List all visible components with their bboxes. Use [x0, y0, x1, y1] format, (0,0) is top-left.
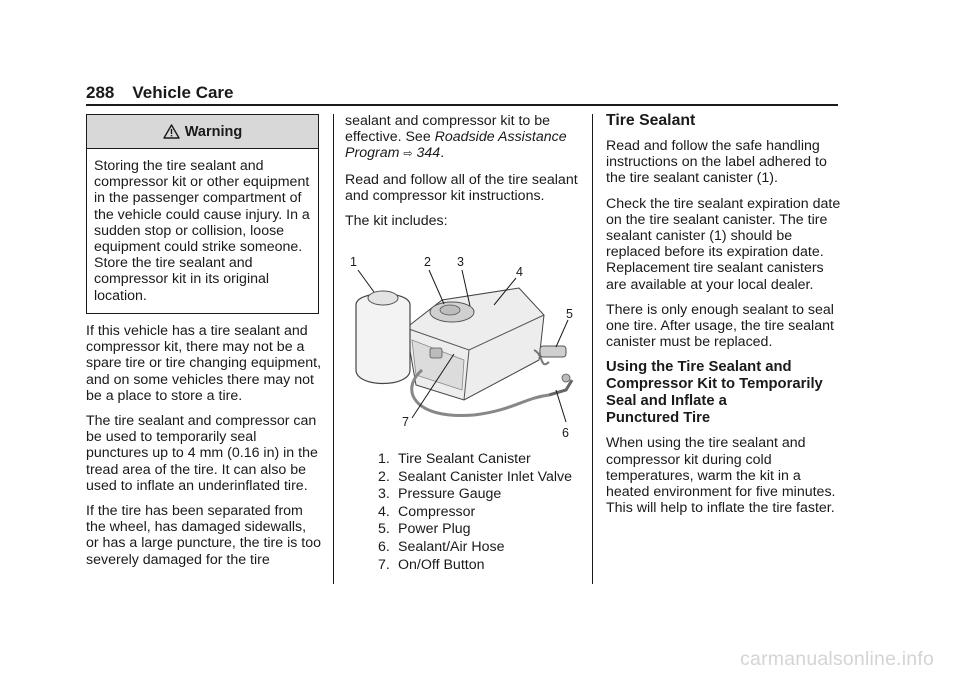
callout-7: 7: [402, 415, 409, 429]
list-item: [378, 504, 572, 520]
column-divider-2: [592, 114, 593, 584]
page-number: 288: [86, 83, 115, 102]
list-item-label: Sealant Canister Inlet Valve: [398, 468, 573, 485]
list-item-label: Pressure Gauge: [398, 486, 502, 503]
col1-paragraph-2: The tire sealant and compressor can be used to temporarily seal punctures up to 4 mm (0.16 in) in the tread area of the tire. It can also be used to inflate an underinflated tire.: [86, 413, 318, 494]
warning-header: [87, 115, 318, 149]
list-item: [378, 469, 572, 485]
col2-paragraph-3: The kit includes:: [345, 213, 448, 230]
list-item-number: 1.: [378, 451, 390, 467]
list-item-label: Tire Sealant Canister: [398, 451, 531, 467]
callout-2: 2: [424, 255, 431, 269]
parts-list: [378, 451, 572, 574]
col1-paragraph-1: If this vehicle has a tire sealant and compressor kit, there may not be a spare tire or tire changing equipment, and on some vehicles there may not be a place to store a tire.: [86, 323, 322, 404]
sealant-air-hose: [549, 380, 572, 395]
list-item: [378, 539, 572, 555]
list-item-label: Power Plug: [398, 521, 471, 538]
list-item: [378, 521, 572, 537]
heading-using-kit: [606, 359, 842, 427]
list-item-number: 3.: [378, 486, 390, 503]
compressor-body: [406, 288, 544, 400]
page-reference-number[interactable]: 344: [416, 145, 441, 162]
col3-paragraph-1: Read and follow the safe handling instructions on the label adhered to the tire sealant canister (1).: [606, 138, 827, 187]
col3-paragraph-4: When using the tire sealant and compressor kit during cold temperatures, warm the kit in a heated environment for five minutes. This will help to inflate the tire faster.: [606, 435, 836, 517]
col2-paragraph-1-text: sealant and compressor kit to be effective. See: [345, 113, 551, 146]
callout-5: 5: [566, 307, 573, 321]
list-item-number: 5.: [378, 521, 390, 538]
warning-title: Warning: [184, 123, 243, 140]
column-2-text: [345, 113, 581, 238]
list-item-number: 6.: [378, 538, 390, 555]
callout-1: 1: [350, 255, 357, 269]
column-3-text: [606, 112, 842, 525]
roadside-assistance-link[interactable]: Roadside Assistance Program: [345, 129, 567, 162]
callout-6: 6: [562, 426, 569, 440]
column-1-text: [86, 323, 322, 577]
warning-body: Storing the tire sealant and compressor kit or other equipment in the passenger compartment of the vehicle could cause injury. In a sudden stop or collision, loose equipment could strike someone. Store the tire sealant and compressor kit in its original location.: [94, 158, 310, 304]
heading-line: Punctured Tire: [606, 410, 711, 427]
callout-3: 3: [457, 255, 464, 269]
warning-box: [86, 114, 319, 314]
section-title: Vehicle Care: [132, 83, 234, 102]
col1-paragraph-3: If the tire has been separated from the wheel, has damaged sidewalls, or has a large puncture, the tire is too severely damaged for the tire: [86, 503, 322, 568]
list-item-number: 2.: [378, 468, 390, 485]
page-reference-icon: ⇨: [403, 148, 413, 161]
col2-paragraph-1: [345, 113, 581, 163]
heading-line: Seal and Inflate a: [606, 393, 727, 410]
heading-line: Using the Tire Sealant and: [606, 359, 792, 376]
list-item: [378, 451, 572, 467]
list-item-label: Compressor: [398, 503, 476, 520]
kit-illustration: [344, 250, 584, 445]
col2-paragraph-2: Read and follow all of the tire sealant and compressor kit instructions.: [345, 171, 578, 204]
col2-paragraph-1-end: .: [440, 145, 445, 162]
list-item-number: 4.: [378, 503, 390, 520]
heading-line: Compressor Kit to Temporarily: [606, 376, 823, 393]
heading-tire-sealant: Tire Sealant: [606, 112, 696, 129]
column-divider-1: [333, 114, 334, 584]
list-item-label: Sealant/Air Hose: [398, 538, 505, 555]
list-item-number: 7.: [378, 556, 390, 573]
sealant-canister: [356, 294, 410, 384]
col3-paragraph-2: Check the tire sealant expiration date on the tire sealant canister. The tire sealant canister (1) should be replaced before its expiration date. Replacement tire sealant canisters are available at your local dealer.: [606, 195, 841, 293]
on-off-button: [430, 348, 442, 358]
page-header: [86, 83, 234, 103]
watermark: carmanualsonline.info: [740, 648, 934, 670]
inlet-valve: [440, 305, 460, 315]
list-item: [378, 557, 572, 573]
header-rule: [86, 104, 838, 106]
power-plug: [540, 346, 566, 357]
callout-4: 4: [516, 265, 523, 279]
warning-icon: [163, 124, 180, 139]
col3-paragraph-3: There is only enough sealant to seal one tire. After usage, the tire sealant canister must be replaced.: [606, 301, 834, 351]
list-item-label: On/Off Button: [398, 556, 485, 573]
list-item: [378, 486, 572, 502]
